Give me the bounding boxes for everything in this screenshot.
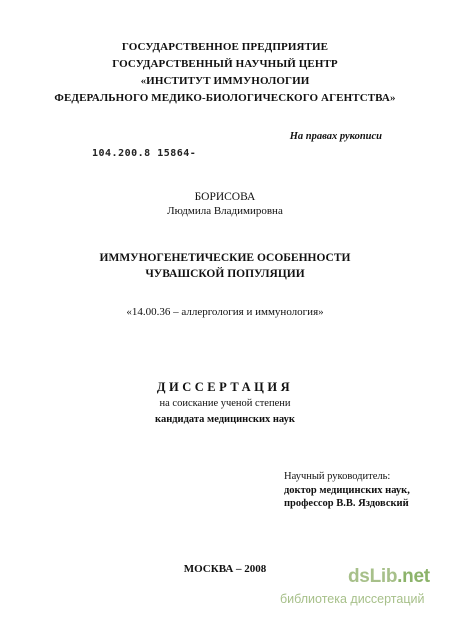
organization-line-3: «ИНСТИТУТ ИММУНОЛОГИИ: [140, 75, 310, 87]
degree-purpose-line-1: на соискание ученой степени: [159, 398, 291, 409]
supervisor-name: профессор В.В. Яздовский: [284, 498, 409, 509]
rights-note: На правах рукописи: [289, 131, 382, 142]
dissertation-title-line-1: ИММУНОГЕНЕТИЧЕСКИЕ ОСОБЕННОСТИ: [99, 252, 351, 264]
dissertation-title-line-2: ЧУВАШСКОЙ ПОПУЛЯЦИИ: [145, 268, 305, 280]
library-stamp: 104.200.8 15864-: [92, 148, 197, 159]
specialty-code: «14.00.36 – аллергология и иммунология»: [126, 306, 324, 318]
dslib-watermark-logo[interactable]: [348, 566, 430, 588]
author-surname: БОРИСОВА: [194, 191, 256, 203]
document-type: ДИССЕРТАЦИЯ: [156, 380, 294, 394]
organization-line-4: ФЕДЕРАЛЬНОГО МЕДИКО-БИОЛОГИЧЕСКОГО АГЕНТСТВА»: [54, 92, 396, 104]
degree-purpose-line-2: кандидата медицинских наук: [155, 414, 295, 425]
watermark-subtitle: библиотека диссертаций: [280, 592, 425, 606]
author-given-name: Людмила Владимировна: [167, 205, 283, 217]
watermark-logo-domain: .net: [397, 566, 430, 587]
supervisor-label: Научный руководитель:: [284, 471, 391, 482]
organization-line-2: ГОСУДАРСТВЕННЫЙ НАУЧНЫЙ ЦЕНТР: [112, 58, 338, 70]
organization-line-1: ГОСУДАРСТВЕННОЕ ПРЕДПРИЯТИЕ: [121, 41, 329, 53]
supervisor-degree: доктор медицинских наук,: [284, 485, 410, 496]
watermark-logo-main: dsLib: [348, 566, 398, 587]
city-year: МОСКВА – 2008: [183, 563, 267, 575]
